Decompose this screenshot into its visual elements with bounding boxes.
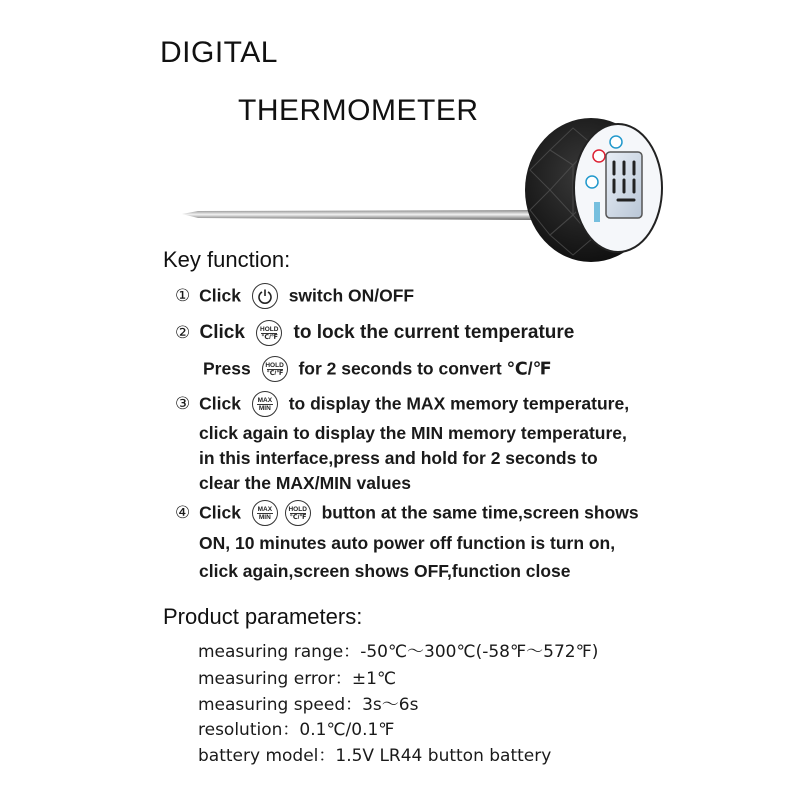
item-post: button at the same time,screen shows — [321, 502, 639, 523]
param-battery-model — [198, 741, 551, 766]
param-label: battery model： — [198, 746, 336, 766]
key-item-3 — [175, 391, 629, 417]
param-value: ±1℃ — [351, 669, 397, 689]
key-item-3-line3: in this interface,press and hold for 2 seconds to — [199, 448, 598, 468]
product-parameters-heading: Product parameters: — [163, 604, 363, 629]
key-item-3-line2: click again to display the MIN memory temperature, — [199, 423, 627, 443]
item-pre: Click — [199, 393, 241, 414]
key-item-2b — [203, 356, 552, 382]
key-function-heading: Key function: — [163, 247, 291, 272]
item-post: switch ON/OFF — [288, 285, 415, 306]
title-line2: THERMOMETER — [238, 94, 479, 127]
param-value: 3s～6s — [362, 695, 419, 715]
param-label: measuring range： — [198, 642, 361, 662]
param-measuring-range — [198, 637, 598, 662]
key-item-4-line3: click again,screen shows OFF,function close — [199, 561, 571, 581]
item-pre: Press — [203, 358, 251, 379]
key-item-4-line2: ON, 10 minutes auto power off function is turn on, — [199, 533, 616, 553]
item-post: for 2 seconds to convert ℃/℉ — [298, 358, 552, 379]
param-resolution — [198, 715, 394, 740]
key-item-2 — [175, 320, 574, 346]
hold-button-icon: HOLD ℃/℉ — [262, 356, 288, 382]
item-pre: Click — [199, 502, 241, 523]
key-item-1 — [175, 283, 414, 309]
param-label: measuring error： — [198, 669, 352, 689]
key-item-4 — [175, 500, 639, 526]
item-post: to lock the current temperature — [293, 322, 575, 343]
param-value: 0.1℃/0.1℉ — [299, 720, 395, 740]
item-number: ① — [175, 286, 191, 305]
max-min-button-icon: MAX MIN — [252, 391, 278, 417]
item-number: ② — [175, 323, 191, 342]
title-line1: DIGITAL — [160, 36, 278, 69]
hold-button-icon: HOLD ℃/℉ — [285, 500, 311, 526]
param-label: measuring speed： — [198, 695, 363, 715]
param-measuring-error — [198, 664, 396, 689]
power-button-icon — [252, 283, 278, 309]
param-value: -50℃～300℃(-58℉～572℉) — [360, 642, 599, 662]
param-measuring-speed — [198, 690, 418, 715]
param-value: 1.5V LR44 button battery — [335, 746, 552, 766]
item-pre: Click — [199, 285, 241, 306]
item-post: to display the MAX memory temperature, — [288, 393, 630, 414]
item-pre: Click — [199, 322, 245, 343]
hold-button-icon: HOLD ℃/℉ — [256, 320, 282, 346]
thermometer-probe-icon — [178, 110, 678, 270]
item-number: ③ — [175, 394, 191, 413]
param-label: resolution： — [198, 720, 300, 740]
key-item-3-line4: clear the MAX/MIN values — [199, 473, 412, 493]
max-min-button-icon: MAX MIN — [252, 500, 278, 526]
item-number: ④ — [175, 503, 191, 522]
